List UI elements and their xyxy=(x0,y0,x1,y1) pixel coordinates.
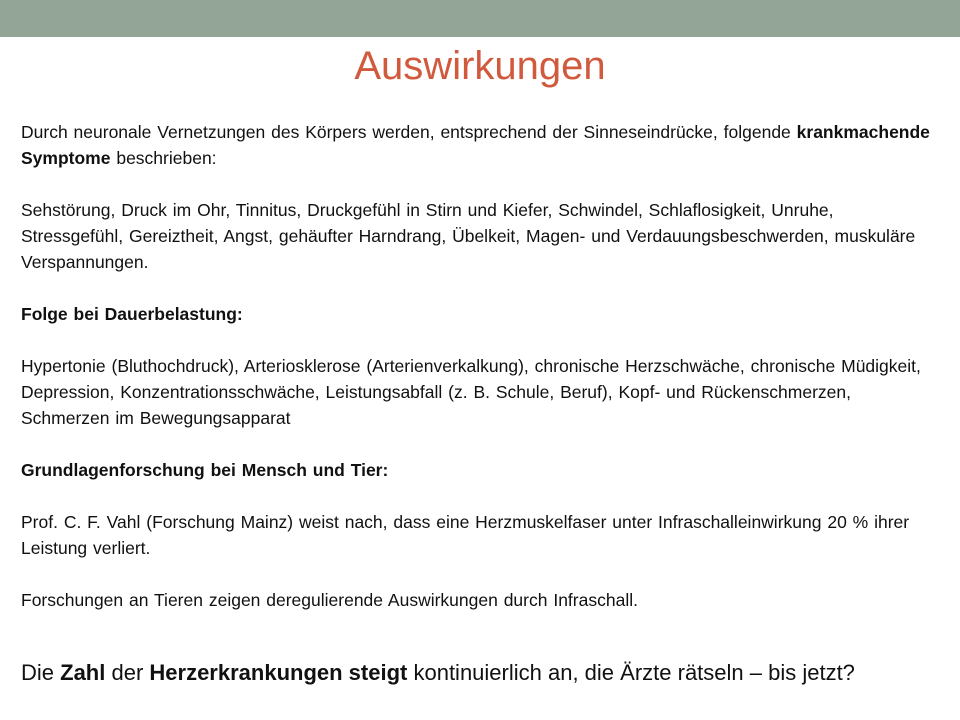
slide-body xyxy=(21,119,941,613)
intro-text: Durch neuronale Vernetzungen des Körpers werden, entsprechend der Sinneseindrücke, folgende xyxy=(21,122,797,142)
top-header-bar xyxy=(0,0,960,37)
conclusion-line xyxy=(21,659,951,687)
vahl-paragraph: Prof. C. F. Vahl (Forschung Mainz) weist nach, dass eine Herzmuskelfaser unter Infraschalleinwirkung 20 % ihrer Leistung verliert. xyxy=(21,512,910,558)
slide-title: Auswirkungen xyxy=(354,44,606,88)
research-heading: Grundlagenforschung bei Mensch und Tier: xyxy=(21,460,389,480)
conclusion-text-1: Die xyxy=(21,660,61,685)
conclusion-bold-1: Zahl xyxy=(60,660,106,685)
long-term-paragraph: Hypertonie (Bluthochdruck), Arteriosklerose (Arterienverkalkung), chronische Herzschwäche, chronische Müdigkeit, Depression, Konzentrationsschwäche, Leistungsabfall (z. B. Schule, Beruf), Kopf- und Rückenschmerzen, Schmerzen im Bewegungsapparat xyxy=(21,356,921,428)
animal-research-paragraph: Forschungen an Tieren zeigen deregulierende Auswirkungen durch Infraschall. xyxy=(21,590,638,610)
intro-bold-text: krankmachende Symptome xyxy=(21,122,930,168)
symptoms-paragraph: Sehstörung, Druck im Ohr, Tinnitus, Druckgefühl in Stirn und Kiefer, Schwindel, Schlaflosigkeit, Unruhe, Stressgefühl, Gereiztheit, Angst, gehäufter Harndrang, Übelkeit, Magen- und Verdauungsbeschwerden, muskuläre Verspannungen. xyxy=(21,200,916,272)
long-term-heading: Folge bei Dauerbelastung: xyxy=(21,304,243,324)
conclusion-text-2: der xyxy=(105,660,150,685)
intro-paragraph xyxy=(21,119,941,171)
conclusion-bold-2: Herzerkrankungen steigt xyxy=(149,660,408,685)
conclusion-text-3: kontinuierlich an, die Ärzte rätseln – bis jetzt? xyxy=(407,660,855,685)
intro-text-end: beschrieben: xyxy=(110,148,217,168)
